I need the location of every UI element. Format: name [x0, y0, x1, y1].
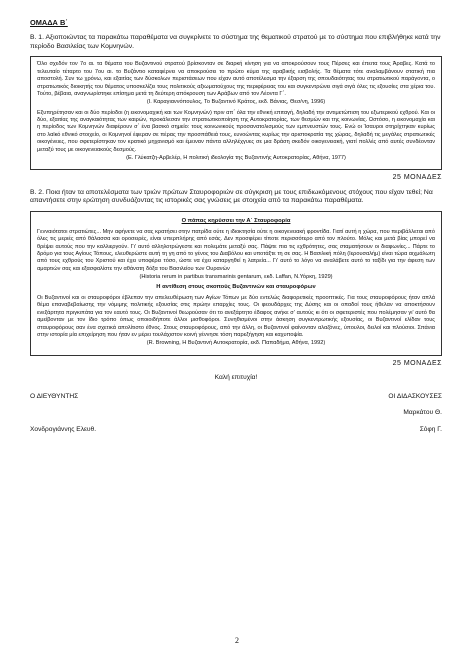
signature-names — [30, 426, 442, 435]
group-title: ΟΜΑΔΑ Β΄ — [30, 18, 68, 27]
teachers-role: ΟΙ ΔΙΔΑΣΚΟΥΣΕΣ — [388, 392, 442, 400]
source-passage: Εξυπηρέτησαν και οι δύο περίοδοι (η εικονομαχική και των Κομνηνών) πριν απ΄ όλα την εθνική επιταγή, δηλαδή την αντιμετώπιση του εξωτερικού εχθρού. Και οι δύο, εξαιτίας της αναγκαιότητας των καιρών, προκάλεσαν την στρατιωτικοποίηση της Αυτοκρατορίας, των θεσμών και της κοινωνίας. Ωστόσο, η εικονομαχία και η περίοδος των Κομνηνών διαφέρουν σ΄ ένα βασικό σημείο: τους κοινωνικούς προσανατολισμούς των εμπνευστών τους. Ενώ οι Ίσαυροι στηρίχτηκαν κυρίως στο λαϊκό εθνικό στοιχείο, οι Κομνηνοί έφεραν σε πέρας την προσπάθειά τους, ευνοώντας κυρίως την αριστοκρατία της χώρας, δηλαδή τις μεγάλες στρατιωτικές οικογένειες, που σφετερίστηκαν τον κρατικό μηχανισμό και έμειναν πάντα αλληλέχγυες σε μια δράση σκεδόν οικογενειακή, γιατί πολλές από αυτές συνδέονταν μεταξύ τους με οικογενειακούς δεσμούς. — [37, 109, 435, 153]
director-name: Χονδρογιάννης Ελευθ. — [30, 426, 97, 434]
question-b2: Β. 2. Ποια ήταν τα αποτελέσματα των τριών πρώτων Σταυροφοριών σε σύγκριση με τους επιδιωκόμενους στόχους που είχαν τεθεί; Να απαντήσετε στην ερώτηση συνδυάζοντας τις ιστορικές σας γνώσεις με στοιχεία από τα παρακάτω παραθέματα. — [30, 188, 433, 205]
source-citation: (Historia rerum in partibus transmarinis gentarum, εκδ. Laffan, Ν.Υόρκη, 1929) — [139, 274, 333, 281]
sources-box-b2 — [30, 211, 442, 356]
sources-box-b1 — [30, 56, 442, 170]
director-role: Ο ΔΙΕΥΘΥΝΤΗΣ — [30, 392, 79, 400]
good-luck-text: Καλή επιτυχία! — [214, 373, 258, 381]
source-heading: Η αντίθεση στους σκοπούς Βυζαντινών και σταυροφόρων — [156, 284, 316, 291]
teacher-name: Σόφη Γ. — [419, 426, 442, 434]
marks-label: 25 ΜΟΝΑΔΕΣ — [392, 174, 442, 182]
marks-label: 25 ΜΟΝΑΔΕΣ — [392, 359, 442, 367]
signature-roles — [30, 393, 442, 402]
source-heading: Ο πάπας κηρύσσει την Α΄ Σταυροφορία — [181, 218, 291, 225]
signature-teacher-row — [30, 409, 442, 418]
source-citation: (Ε. Γλύκατζη-Αρβελέρ, Η πολιτική ιδεολογία της Βυζαντινής Αυτοκρατορίας, Αθήνα, 1977) — [126, 154, 346, 161]
exam-page — [30, 18, 442, 443]
page-number: 2 — [235, 636, 239, 645]
source-passage: Όλο σχεδόν τον 7ο αι. τα θέματα του Βυζαντινού στρατού βρίσκονταν σε διαρκή κίνηση για να αποκρούσουν τους Πέρσες και έπειτα τους Άραβες. Κατά το τελευταίο τέταρτο του 7ου αι. το Βυζάντιο καταφέρνει να αποκρούσει το πρώτο κύμα της αραβικής εισβολής. Τα θέματα τότε αναλαμβάνουν στατική πια αποστολή. Συν τω χρόνω, και εξαιτίας των δύσκολων περιστάσεων που είχαν αυτό αποτέλεσμα την έξαρση της σπουδαιότητας του στρατιωτικού παράγοντα, ο στρατιωτικός διοικητής του θέματος υποσκελίζει τους πολιτικούς αξιωματούχους της περιφέρειας του και συγκεντρώνει σιγά σιγά όλες τις εξουσίες στα χέρια του. Τούτο, βέβαια, αναγνωρίστηκε επίσημα μετά τη δεύτερη απόκρουση των Αράβων από τον Λέοντα Γ΄. — [37, 61, 435, 97]
source-citation: (R. Browning, Η Βυζαντινή Αυτοκρατορία, εκδ. Παπαδήμα, Αθήνα, 1992) — [146, 340, 326, 347]
question-b1: Β. 1. Αξιοποιώντας τα παρακάτω παραθέματα να συγκρίνετε το σύστημα της θεματικού στρατού με το σύστημα που επιβλήθηκε κατά την περίοδο Βασιλείας των Κομνηνών. — [30, 33, 441, 50]
source-citation: (Ι. Καραγιαννόπουλος, Το Βυζαντινό Κράτος, εκδ. Βάνιας, Θεσ/νη, 1996) — [146, 99, 326, 106]
source-passage: Οι Βυζαντινοί και οι σταυροφόροι έβλεπαν την απελευθέρωση των Αγίων Τόπων με δύο εντελώς διαφορετικές προοπτικές. Για τους σταυροφόρους ήταν απλά θέμα επαναβεβαίωσης την νόμιμης πολιτικής εξουσίας στις πρώην επαρχίες τους. Οι φεουδάρχες της Δύσης και οι οπαδοί τους ήθελαν να αποκτήσουν ενεξάρτητα πριγκιπάτα για τον εαυτό τους. Οι Βυζαντινοί θεωρούσαν ότι το ανεξάρτητο έδαφος ανήκε σ' αυτούς κι ότι οι σφετεριστές που πολέμησαν γι' αυτό θα αμείβονταν με τον ίδιο τρόπο όπως οποιοιδήποτε άλλοι μισθοφόροι. Συνηθισμένοι στην άσκηση συγκεντρωτικής εξουσίας, οι Βυζαντινοί ελίδαν τους σταυροφόρους σαν ένα σχετικά απολίτιστο έθνος. Στους σταυροφόρους, από την άλλη, οι Βυζαντινοί φαίνονταν αλαζόνες, ύπουλοι, δειλοί και πλούσιοι. Σπάνια στην ιστορία μία επιχείρηση που ήταν εν μέρει τουλάχιστον κοινή γέννησε τόση παρεξήγηση και καχυποψία. — [37, 295, 435, 338]
source-passage: Γενναιότατοι στρατιώτες... Μην αφήνετε να σας κρατήσει στην πατρίδα ούτε η ιδιοκτησία ούτε η οικογενειακή φροντίδα. Γιατί αυτή η χώρα, που περιβάλλεται από όλες τις μεριές από θάλασσα και οροσειρές, είναι υπερπλήρης από εσάς. Δεν προσφέρει τίποτε περισσότερο από τον πλούτο. Μόλις και μετά βίας μπορεί να θρέψει αυτούς που την καλλιεργούν. Γι' αυτό αλληλοτρώγεστε και πολεμάτε μεταξύ σας. Πάψτε πια τις εχθρότητες, σας σταματήσουν οι διαφωνίες... Πάρτε το δρόμο για τους Αγίους Τόπους, ελευθερώστε αυτή τη γη από το γένος του Διαβόλου και υποτάξτε τη σε σας. Η Βασιλική πόλη (Ιερουσαλήμ) είναι τώρα αιχμάλωτη από τους εχθρούς του Χριστού και έχει υποφέρει τόσο, ώστε να έχει καταργηθεί η λατρεία... Γι' αυτό το λόγο να αναλάβετε αυτό το ταξίδι για την άφεση των αμαρτιών σας και εξασφαλίστε την αθάνατη δόξα του Βασιλείου των Ουρανών — [37, 228, 435, 272]
teacher-name: Μαρκάτου Θ. — [403, 409, 442, 417]
